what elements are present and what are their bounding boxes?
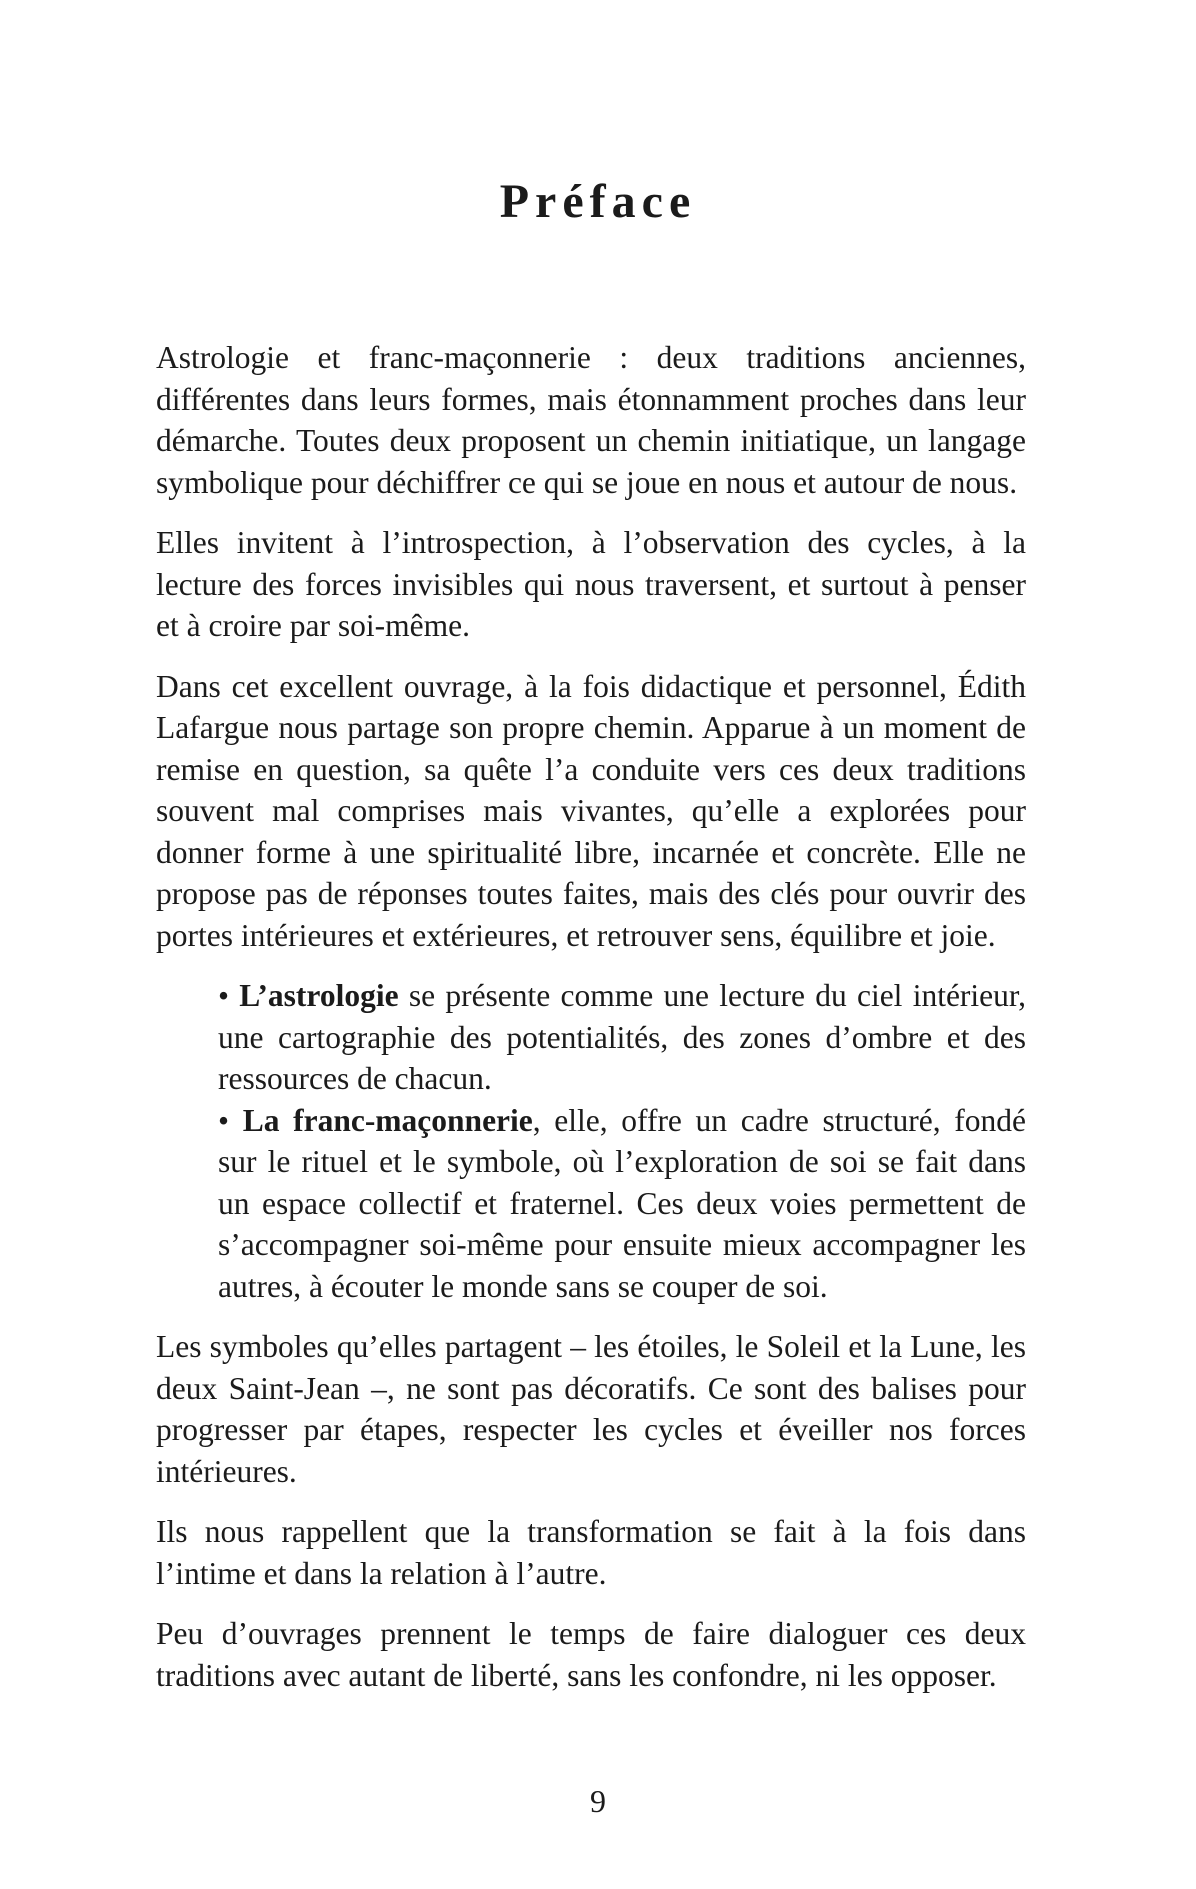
bullet-item xyxy=(218,1100,1026,1308)
bullet-marker: • xyxy=(218,1102,230,1138)
bullet-text: , elle, offre un cadre structuré, fondé sur le rituel et le symbole, où l’exploration de soi se fait dans un espace collectif et fraternel. Ces deux voies permettent de s’accompagner soi-même pour ensuite mieux accompagner les autres, à écouter le monde sans se couper de soi. xyxy=(218,1102,1026,1304)
paragraph: Les symboles qu’elles partagent – les étoiles, le Soleil et la Lune, les deux Saint-Jean –, ne sont pas décoratifs. Ce sont des balises pour progresser par étapes, respecter les cycles et éveiller nos forces intérieures. xyxy=(156,1329,1026,1489)
bullet-marker: • xyxy=(218,978,230,1013)
page-title: Préface xyxy=(499,175,697,228)
paragraph: Peu d’ouvrages prennent le temps de faire dialoguer ces deux traditions avec autant de liberté, sans les confondre, ni les opposer. xyxy=(156,1616,1026,1693)
paragraph: Elles invitent à l’introspection, à l’observation des cycles, à la lecture des forces invisibles qui nous traversent, et surtout à penser et à croire par soi-même. xyxy=(156,525,1026,643)
bullet-list xyxy=(156,975,1026,1307)
body-text xyxy=(156,337,1026,1715)
bullet-term: La franc-maçonnerie xyxy=(242,1102,533,1138)
bullet-term: L’astrologie xyxy=(239,978,399,1013)
page-number: 9 xyxy=(590,1783,606,1819)
bullet-item xyxy=(218,975,1026,1100)
paragraph: Ils nous rappellent que la transformation se fait à la fois dans l’intime et dans la relation à l’autre. xyxy=(156,1514,1026,1591)
paragraph: Dans cet excellent ouvrage, à la fois didactique et personnel, Édith Lafargue nous partage son propre chemin. Apparue à un moment de remise en question, sa quête l’a conduite vers ces deux traditions souvent mal comprises mais vivantes, qu’elle a explorées pour donner forme à une spiritualité libre, incarnée et concrète. Elle ne propose pas de réponses toutes faites, mais des clés pour ouvrir des portes intérieures et extérieures, et retrouver sens, équilibre et joie. xyxy=(156,668,1026,953)
paragraph: Astrologie et franc-maçonnerie : deux traditions anciennes, différentes dans leurs formes, mais étonnamment proches dans leur démarche. Toutes deux proposent un chemin initiatique, un langage symbolique pour déchiffrer ce qui se joue en nous et autour de nous. xyxy=(156,340,1026,500)
bullet-text: se présente comme une lecture du ciel intérieur, une cartographie des potentialités, des zones d’ombre et des ressources de chacun. xyxy=(218,978,1027,1096)
